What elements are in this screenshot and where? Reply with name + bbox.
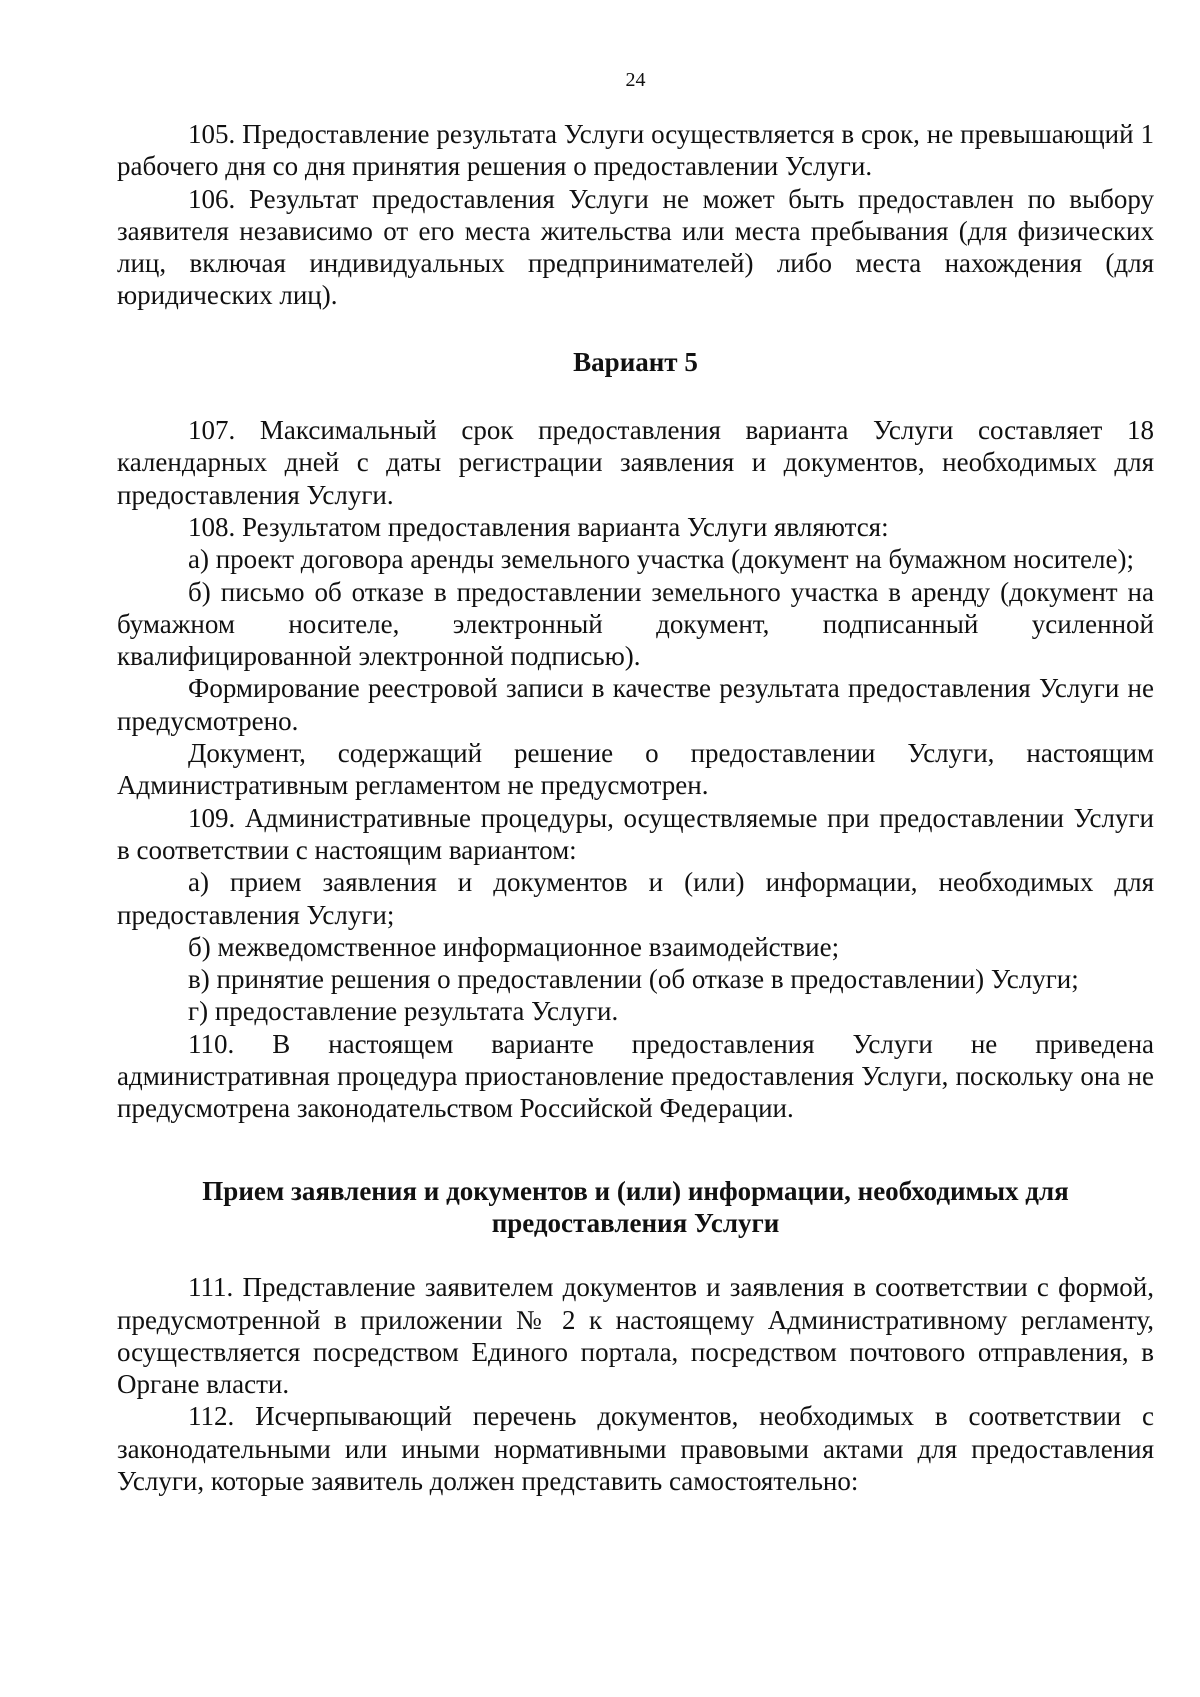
paragraph-109-v: в) принятие решения о предоставлении (об отказе в предоставлении) Услуги; [188,964,1079,995]
paragraph-109-g: г) предоставление результата Услуги. [188,996,619,1027]
paragraph-109-a: а) прием заявления и документов и (или) информации, необходимых для предоставления Услуги; [117,867,1154,930]
paragraph-registry-note: Формирование реестровой записи в качестве результата предоставления Услуги не предусмотрено. [117,673,1154,736]
paragraph-107: 107. Максимальный срок предоставления варианта Услуги составляет 18 календарных дней с даты регистрации заявления и документов, необходимых для предоставления Услуги. [117,415,1154,510]
paragraph-108-b: б) письмо об отказе в предоставлении земельного участка в аренду (документ на бумажном носителе, электронный документ, подписанный усиленной квалифицированной электронной подписью). [117,576,1154,672]
paragraph-106: 106. Результат предоставления Услуги не может быть предоставлен по выбору заявителя независимо от его места жительства или места пребывания (для физических лиц, включая индивидуальных предпринимателей) либо места нахождения (для юридических лиц). [117,183,1154,311]
heading-variant: Вариант 5 [573,346,698,377]
document-page [117,68,1154,1497]
page-number: 24 [625,69,646,91]
paragraph-112: 112. Исчерпывающий перечень документов, необходимых в соответствии с законодательными или иными нормативными правовыми актами для предоставления Услуги, которые заявитель должен представить самостоятельно: [117,1401,1154,1496]
paragraph-109: 109. Административные процедуры, осуществляемые при предоставлении Услуги в соответствии с настоящим вариантом: [117,802,1154,865]
paragraph-108: 108. Результатом предоставления варианта Услуги являются: [188,511,889,542]
paragraph-105: 105. Предоставление результата Услуги осуществляется в срок, не превышающий 1 рабочего дня со дня принятия решения о предоставлении Услуги. [117,119,1154,182]
paragraph-108-a: а) проект договора аренды земельного участка (документ на бумажном носителе); [188,544,1134,575]
paragraph-decision-note: Документ, содержащий решение о предоставлении Услуги, настоящим Административным регламентом не предусмотрен. [117,738,1154,801]
heading-section: Прием заявления и документов и (или) информации, необходимых для предоставления Услуги [202,1175,1069,1238]
paragraph-111: 111. Представление заявителем документов и заявления в соответствии с формой, предусмотренной в приложении № 2 к настоящему Административному регламенту, осуществляется посредством Единого портала, посредством почтового отправления, в Органе власти. [117,1272,1154,1400]
paragraph-110: 110. В настоящем варианте предоставления Услуги не приведена административная процедура приостановление предоставления Услуги, поскольку она не предусмотрена законодательством Российской Федерации. [117,1028,1154,1124]
paragraph-109-b: б) межведомственное информационное взаимодействие; [188,931,840,962]
